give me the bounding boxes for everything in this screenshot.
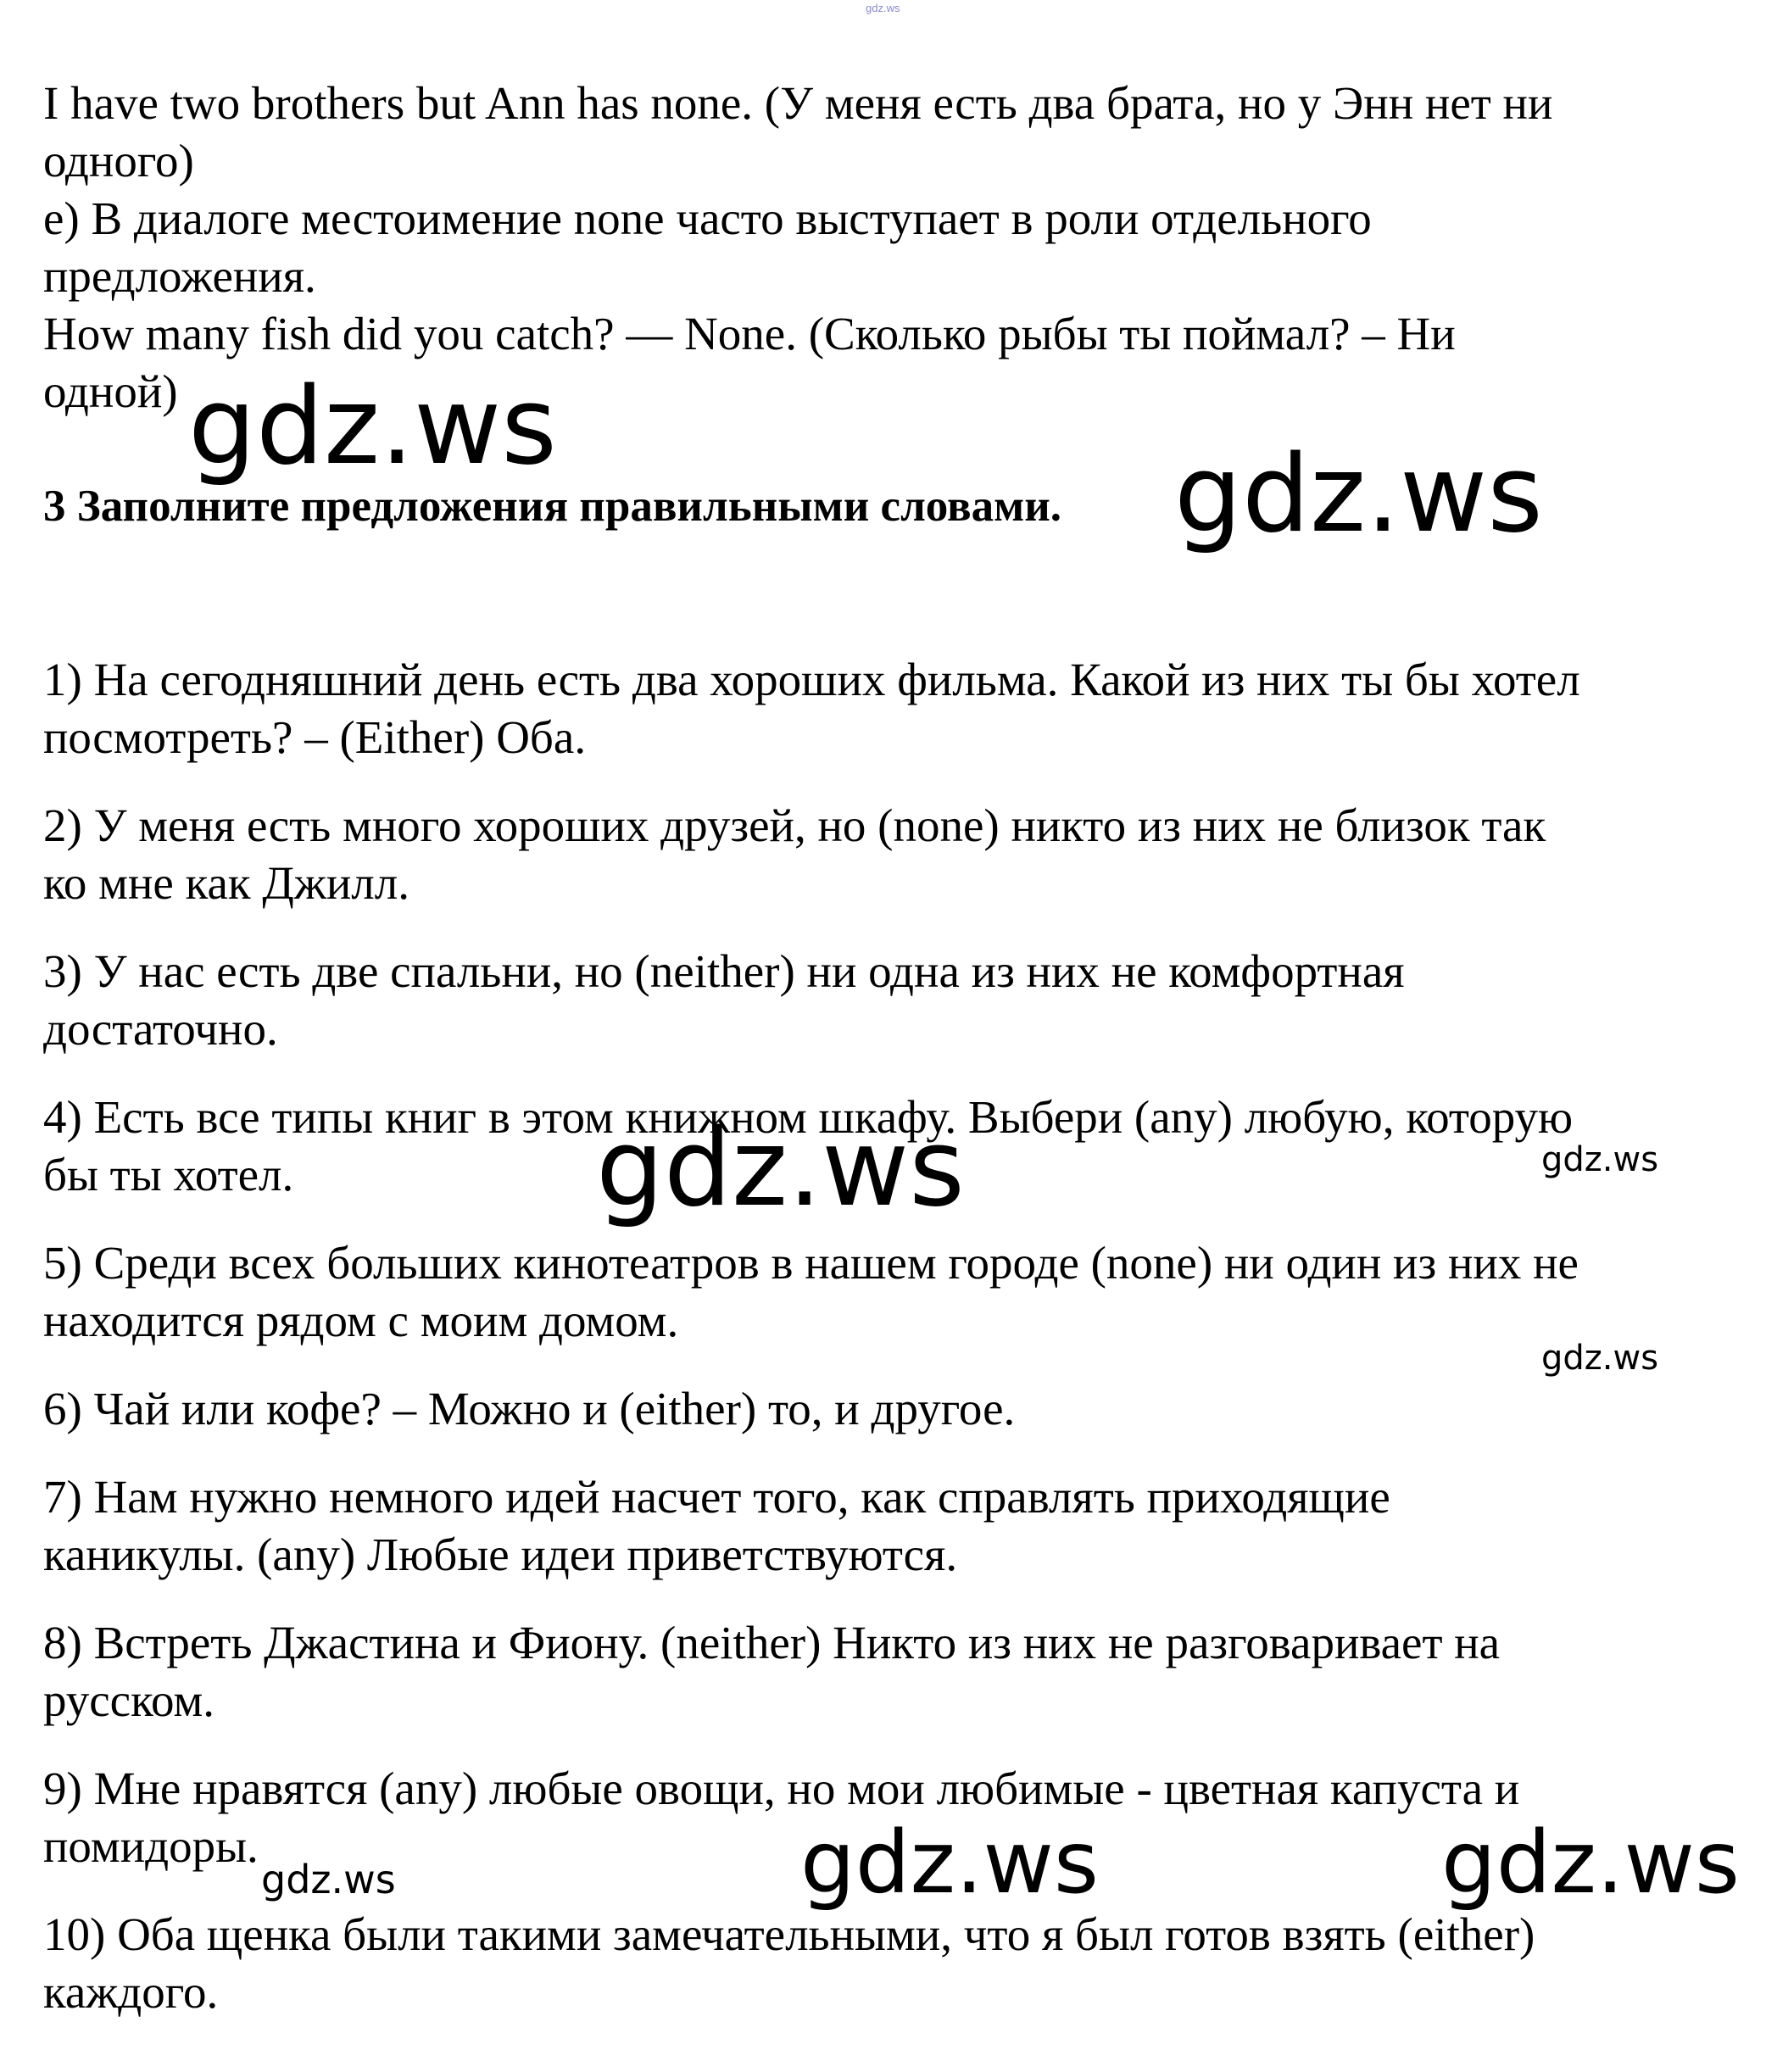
rule-e-paragraph: е) В диалоге местоимение none часто выступает в роли отдельного предложения. (43, 192, 1372, 302)
watermark-medium-1: gdz.ws (800, 1813, 1100, 1913)
exercise-item-9: 9) Мне нравятся (any) любые овощи, но мои любимые - цветная капуста и помидоры. (43, 1763, 1520, 1872)
watermark-large-3: gdz.ws (596, 1106, 965, 1230)
example-sentence-none: I have two brothers but Ann has none. (У меня есть два брата, но у Энн нет ни одного) (43, 77, 1553, 187)
watermark-medium-2: gdz.ws (1441, 1813, 1741, 1913)
exercise-item-6: 6) Чай или кофе? – Можно и (either) то, и другое. (43, 1383, 1016, 1434)
watermark-small-2: gdz.ws (1541, 1339, 1659, 1378)
exercise-item-10: 10) Оба щенка были такими замечательными, что я был готов взять (either) каждого. (43, 1908, 1535, 2018)
exercise-heading: 3 Заполните предложения правильными словами. (43, 482, 1061, 531)
example-sentence-fish: How many fish did you catch? — None. (Сколько рыбы ты поймал? – Ни одной) (43, 308, 1456, 417)
exercise-item-4: 4) Есть все типы книг в этом книжном шкафу. Выбери (any) любую, которую бы ты хотел. (43, 1091, 1574, 1200)
exercise-item-1: 1) На сегодняшний день есть два хороших фильма. Какой из них ты бы хотел посмотреть? – (Either) Оба. (43, 654, 1580, 763)
exercise-item-5: 5) Среди всех больших кинотеатров в нашем городе (none) ни один из них не находится рядом с моим домом. (43, 1237, 1579, 1346)
exercise-item-3: 3) У нас есть две спальни, но (neither) ни одна из них не комфортная достаточно. (43, 945, 1405, 1055)
exercise-item-2: 2) У меня есть много хороших друзей, но (none) никто из них не близок так ко мне как Джилл. (43, 799, 1546, 909)
watermark-small-1: gdz.ws (1541, 1140, 1659, 1179)
watermark-large-1: gdz.ws (188, 364, 557, 488)
exercise-item-7: 7) Нам нужно немного идей насчет того, как справлять приходящие каникулы. (any) Любые идеи приветствуются. (43, 1471, 1390, 1580)
exercise-item-8: 8) Встреть Джастина и Фиону. (neither) Никто из них не разговаривает на русском. (43, 1617, 1501, 1726)
watermark-large-2: gdz.ws (1174, 432, 1543, 556)
watermark-small-3: gdz.ws (261, 1857, 396, 1902)
header-watermark: gdz.ws (866, 2, 900, 14)
